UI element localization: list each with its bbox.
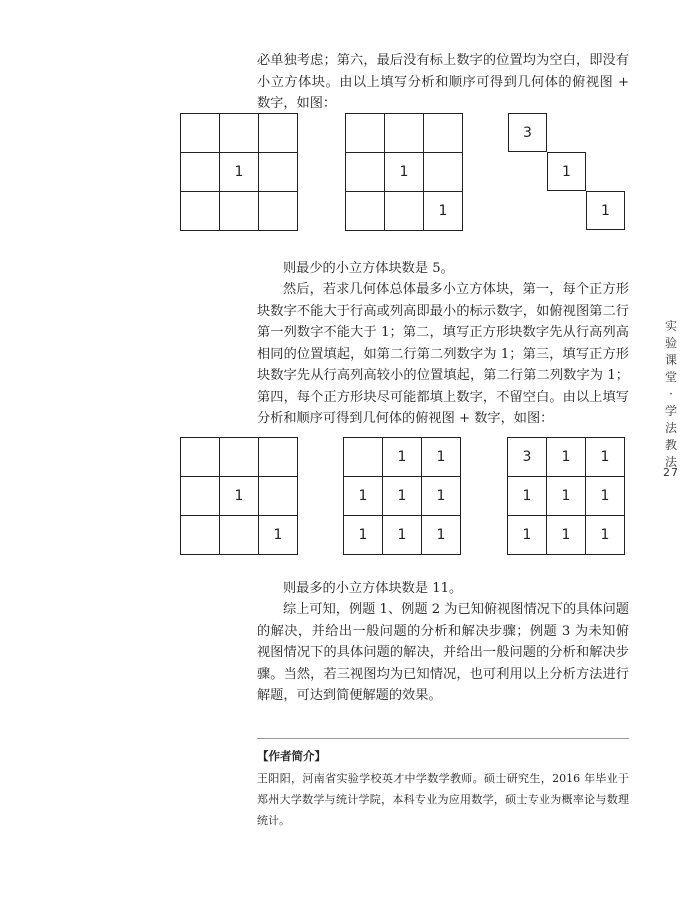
grid-cell [346,114,385,153]
grid-cell: 1 [259,516,298,555]
grid-cell: 1 [385,153,424,192]
section-title-char: 法 [664,421,677,435]
grid-cell [259,477,298,516]
section-title-char: 课 [664,353,677,367]
grid-cell [385,114,424,153]
grid-cell [424,114,463,153]
grid-cell: 1 [547,516,586,555]
section-title-char: 教 [664,438,677,452]
section-title-char: 法 [664,455,677,469]
grid-cell [181,438,220,477]
grid-cell: 1 [422,438,461,477]
grid-cell [220,114,259,153]
grid-cell [259,153,298,192]
divider [257,738,629,739]
section-title-char: 学 [664,404,677,418]
grid-cell: 1 [508,516,547,555]
section-title-char: 实 [664,319,677,333]
author-heading: 【作者简介】 [257,749,326,763]
grid-cell [259,438,298,477]
grid-cell: 1 [547,477,586,516]
grid-cell [385,192,424,231]
section-title-vertical [661,318,681,471]
grid-cell: 1 [220,153,259,192]
paragraph-max-steps: 然后，若求几何体总体最多小立方体块，第一，每个正方形块数字不能大于行高或列高即最小的标示数字，如俯视图第二行第一列数字不能大于 1；第二，填写正方形块数字先从行高列高相同的位置填起，如第二行第二列数字为 1；第三，填写正方形块数字先从行高列高较小的位置填起，第二行第二列数字为 1；第四，每个正方形块尽可能都填上数字，不留空白。由以上填写分析和顺序可得到几何体的俯视图 + 数字，如图： [257,282,629,426]
grid-cell: 1 [586,438,625,477]
top-view-grid-max-3 [507,437,625,555]
grid-cell [181,477,220,516]
top-view-grid-min-1 [180,113,298,231]
top-view-grid-max-1 [180,437,298,555]
paragraph-summary: 综上可知，例题 1、例题 2 为已知俯视图情况下的具体问题的解决，并给出一般问题的分析和解决步骤；例题 3 为未知俯视图情况下的具体问题的解决，并给出一般问题的分析和解决步骤。当然，若三视图均为已知情况，也可利用以上分析方法进行解题，可达到简便解题的效果。 [257,602,629,703]
section-title-char: · [669,387,673,401]
grid-cell: 3 [508,438,547,477]
top-view-grid-max-2 [343,437,461,555]
grid-cell [259,114,298,153]
grid-cell [220,192,259,231]
staircase-cell: 1 [547,152,586,191]
grid-cell [181,516,220,555]
grid-cell: 1 [344,516,383,555]
paragraph-min-result: 则最少的小立方体块数是 5。 [283,261,454,276]
grid-cell: 1 [422,477,461,516]
section-title-char: 验 [664,336,677,350]
top-view-staircase-min [508,113,628,233]
grid-cell: 1 [383,516,422,555]
staircase-cell: 1 [586,191,625,230]
section-title-char: 堂 [664,370,677,384]
grid-cell [346,153,385,192]
grid-cell [220,438,259,477]
grid-cell [181,114,220,153]
grid-cell: 1 [220,477,259,516]
grid-cell: 1 [547,438,586,477]
grid-cell: 1 [508,477,547,516]
grid-cell [346,192,385,231]
grid-cell [181,192,220,231]
author-bio: 王阳阳，河南省实验学校英才中学数学教师。硕士研究生，2016 年毕业于郑州大学数学与统计学院，本科专业为应用数学，硕士专业为概率论与数理统计。 [257,772,629,827]
grid-cell [259,192,298,231]
page-number: 27 [663,466,679,479]
grid-cell: 1 [422,516,461,555]
grid-cell: 1 [344,477,383,516]
grid-cell [181,153,220,192]
grid-cell [220,516,259,555]
staircase-cell: 3 [508,113,547,152]
grid-cell: 1 [383,477,422,516]
grid-cell: 1 [586,477,625,516]
grid-cell: 1 [383,438,422,477]
grid-cell: 1 [586,516,625,555]
grid-cell [344,438,383,477]
paragraph-continued: 必单独考虑；第六，最后没有标上数字的位置均为空白，即没有小立方体块。由以上填写分析和顺序可得到几何体的俯视图 + 数字，如图： [257,53,629,111]
grid-cell: 1 [424,192,463,231]
top-view-grid-min-2 [345,113,463,231]
grid-cell [424,153,463,192]
paragraph-max-result: 则最多的小立方体块数是 11。 [283,581,463,596]
